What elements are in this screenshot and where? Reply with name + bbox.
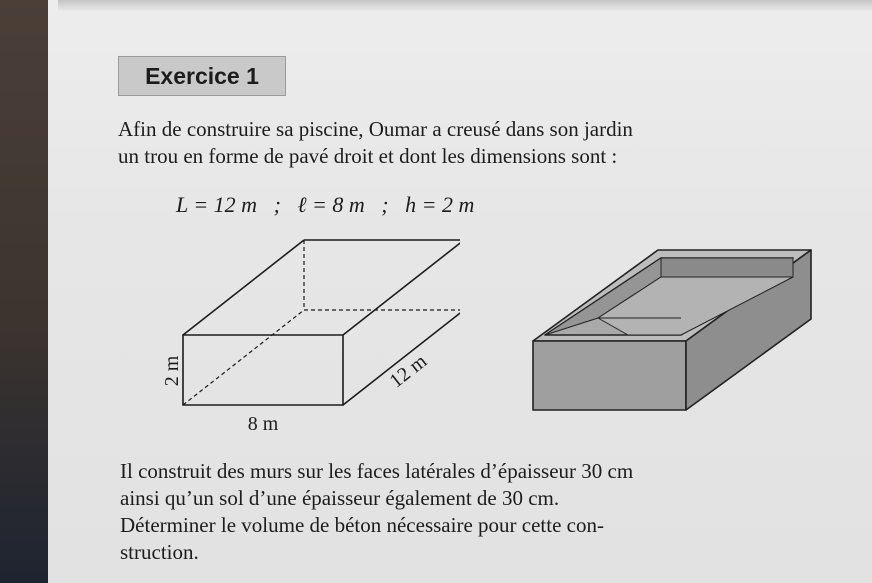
question-line: Déterminer le volume de béton nécessaire pour cette con-: [120, 513, 604, 537]
pool-illustration: [528, 238, 818, 418]
intro-line: un trou en forme de pavé droit et dont les dimensions sont :: [118, 144, 618, 168]
box-edge: [343, 310, 460, 405]
intro-paragraph: [118, 116, 633, 170]
box-diagram: [160, 228, 460, 438]
intro-line: Afin de construire sa piscine, Oumar a creusé dans son jardin: [118, 117, 633, 141]
hidden-edge: [183, 310, 304, 405]
box-front-face: [183, 335, 343, 405]
page-shadow: [58, 0, 872, 12]
question-line: struction.: [120, 540, 199, 564]
box-edge: [183, 240, 304, 335]
width-label: 8 m: [247, 413, 279, 435]
question-line: ainsi qu’un sol d’une épaisseur également de 30 cm.: [120, 486, 560, 510]
exercise-title: Exercice 1: [145, 62, 259, 89]
height-label: 2 m: [161, 355, 183, 387]
length-label: 12 m: [385, 350, 432, 393]
question-line: Il construit des murs sur les faces latérales d’épaisseur 30 cm: [120, 459, 634, 483]
box-edge: [343, 240, 460, 335]
dimensions-line: L = 12 m ; ℓ = 8 m ; h = 2 m: [176, 192, 475, 217]
pool-inner-back-wall: [661, 258, 793, 277]
exercise-title-box: [118, 56, 286, 96]
question-paragraph: [120, 458, 633, 566]
pool-front-wall: [533, 341, 686, 410]
